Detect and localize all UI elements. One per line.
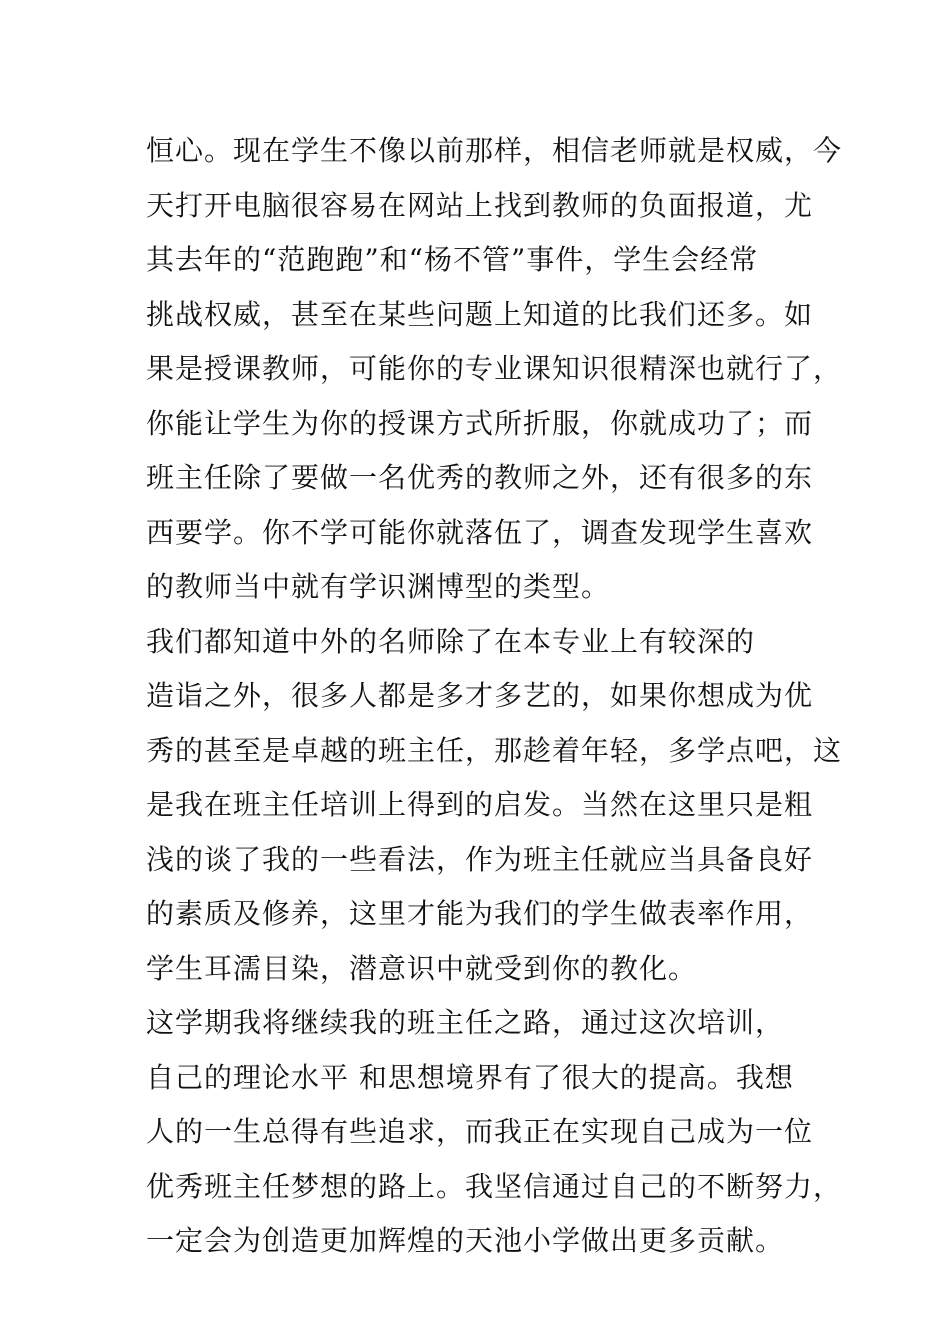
- text-line: 果是授课教师，可能你的专业课知识很精深也就行了，: [146, 352, 843, 385]
- text-line: 恒心。现在学生不像以前那样，相信老师就是权威，今: [146, 134, 843, 167]
- text-line: 的教师当中就有学识渊博型的类型。: [146, 570, 611, 603]
- text-line: 这学期我将继续我的班主任之路，通过这次培训，: [146, 1006, 785, 1039]
- text-line: 是我在班主任培训上得到的启发。当然在这里只是粗: [146, 788, 814, 821]
- text-line: 我们都知道中外的名师除了在本专业上有较深的: [146, 624, 756, 658]
- text-line: 的素质及修养，这里才能为我们的学生做表率作用，: [146, 897, 814, 930]
- text-line: 秀的甚至是卓越的班主任，那趁着年轻，多学点吧，这: [146, 733, 843, 767]
- text-line: 学生耳濡目染，潜意识中就受到你的教化。: [146, 951, 698, 985]
- text-line: 天打开电脑很容易在网站上找到教师的负面报道，尤: [146, 188, 814, 222]
- text-line: 人的一生总得有些追求，而我正在实现自己成为一位: [146, 1115, 814, 1148]
- text-line: 优秀班主任梦想的路上。我坚信通过自己的不断努力，: [146, 1169, 843, 1203]
- text-line: 班主任除了要做一名优秀的教师之外，还有很多的东: [146, 461, 814, 494]
- text-line: 其去年的“范跑跑”和“杨不管”事件，学生会经常: [146, 243, 759, 276]
- text-line: 西要学。你不学可能你就落伍了，调查发现学生喜欢: [146, 515, 814, 549]
- text-line: 你能让学生为你的授课方式所折服，你就成功了；而: [146, 406, 814, 440]
- text-line: 一定会为创造更加辉煌的天池小学做出更多贡献。: [146, 1224, 785, 1257]
- text-line: 自己的理论水平 和思想境界有了很大的提高。我想: [146, 1060, 794, 1094]
- text-line: 浅的谈了我的一些看法，作为班主任就应当具备良好: [146, 842, 814, 876]
- body-text: [146, 124, 843, 1269]
- text-line: 造诣之外，很多人都是多才多艺的，如果你想成为优: [146, 679, 814, 712]
- text-line: 挑战权威，甚至在某些问题上知道的比我们还多。如: [146, 297, 814, 331]
